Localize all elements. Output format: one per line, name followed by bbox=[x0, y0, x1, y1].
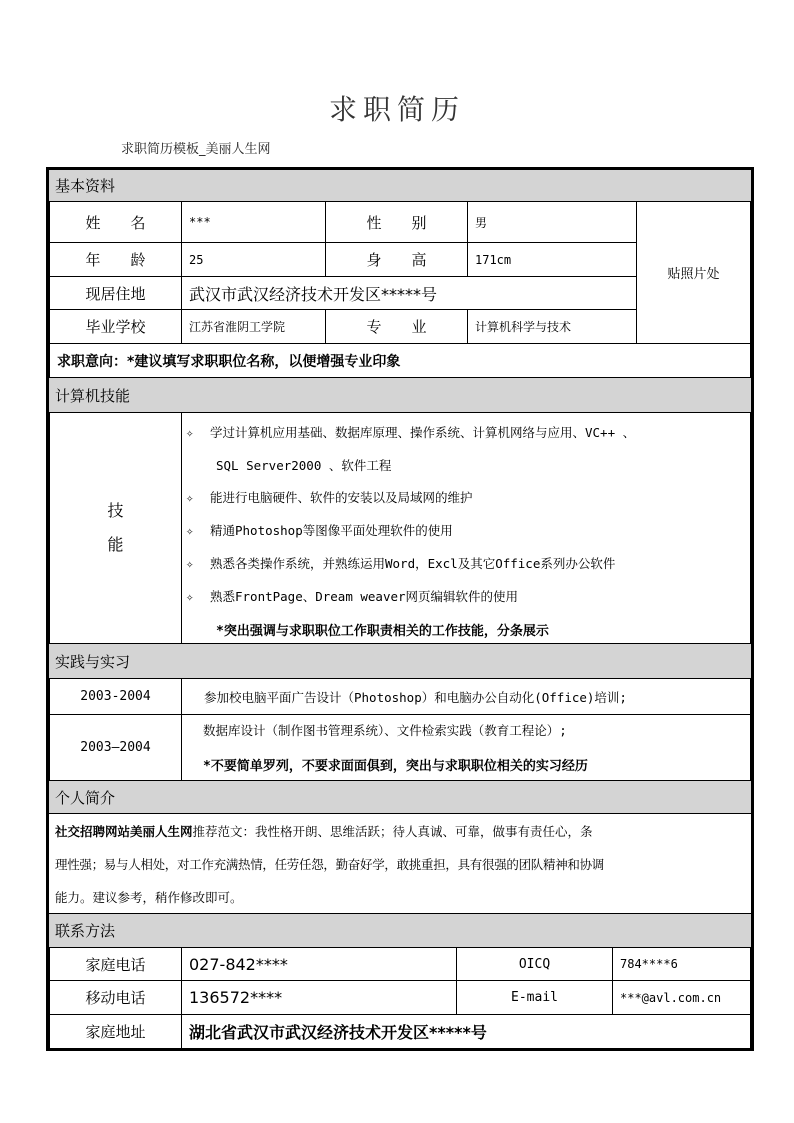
job-objective: 求职意向：*建议填写求职职位名称，以便增强专业印象 bbox=[49, 343, 751, 378]
page-title: 求职简历 bbox=[328, 93, 465, 126]
school-value: 江苏省淮阴工学院 bbox=[181, 309, 326, 344]
skill-item: ✧ 学过计算机应用基础、数据库原理、操作系统、计算机网络与应用、VC++ 、 bbox=[186, 425, 636, 440]
oicq-label: OICQ bbox=[456, 947, 613, 981]
section-practice: 实践与实习 bbox=[49, 643, 751, 679]
oicq-value: 784****6 bbox=[612, 947, 751, 981]
intro-line-2: 理性强；易与人相处，对工作充满热情，任劳任怨，勤奋好学，敢挑重担，具有很强的团队精神和协调 bbox=[55, 857, 605, 872]
skill-item: ✧ 熟悉FrontPage、Dream weaver网页编辑软件的使用 bbox=[186, 589, 519, 604]
skills-label-char-2: 能 bbox=[107, 535, 124, 554]
home-address-value: 湖北省武汉市武汉经济技术开发区*****号 bbox=[181, 1014, 751, 1049]
age-value: 25 bbox=[181, 242, 326, 277]
major-value: 计算机科学与技术 bbox=[467, 309, 637, 344]
address-value: 武汉市武汉经济技术开发区*****号 bbox=[181, 276, 637, 310]
diamond-bullet-icon: ✧ bbox=[186, 490, 194, 505]
home-phone-value: 027-842**** bbox=[181, 947, 457, 981]
intro-line-1: 社交招聘网站美丽人生网推荐范文：我性格开朗、思维活跃；待人真诚、可靠，做事有责任心，条 bbox=[55, 824, 593, 839]
section-intro: 个人简介 bbox=[49, 780, 751, 814]
practice-text: 数据库设计（制作图书管理系统）、文件检索实践（教育工程论）; bbox=[203, 723, 567, 738]
name-label: 姓 名 bbox=[49, 201, 182, 243]
diamond-bullet-icon: ✧ bbox=[186, 589, 194, 604]
skill-item: ✧ 能进行电脑硬件、软件的安装以及局域网的维护 bbox=[186, 490, 473, 505]
skills-note: *突出强调与求职职位工作职责相关的工作技能，分条展示 bbox=[216, 624, 549, 639]
major-label: 专 业 bbox=[325, 309, 468, 344]
home-phone-label: 家庭电话 bbox=[49, 947, 182, 981]
email-value: ***@avl.com.cn bbox=[612, 980, 751, 1015]
gender-label: 性 别 bbox=[325, 201, 468, 243]
skill-item-continued: SQL Server2000 、软件工程 bbox=[216, 458, 392, 473]
section-basic: 基本资料 bbox=[49, 169, 751, 202]
skill-item: ✧ 精通Photoshop等图像平面处理软件的使用 bbox=[186, 523, 453, 538]
skill-item: ✧ 熟悉各类操作系统，并熟练运用Word，Excl及其它Office系列办公软件 bbox=[186, 556, 616, 571]
section-contact: 联系方法 bbox=[49, 913, 751, 948]
height-label: 身 高 bbox=[325, 242, 468, 277]
age-label: 年 龄 bbox=[49, 242, 182, 277]
photo-placeholder: 贴照片处 bbox=[636, 201, 751, 344]
gender-value: 男 bbox=[467, 201, 637, 243]
practice-period: 2003-2004 bbox=[49, 678, 182, 715]
height-value: 171cm bbox=[467, 242, 637, 277]
diamond-bullet-icon: ✧ bbox=[186, 523, 194, 538]
address-label: 现居住地 bbox=[49, 276, 182, 310]
intro-line-3: 能力。建议参考，稍作修改即可。 bbox=[55, 890, 243, 905]
section-skills: 计算机技能 bbox=[49, 377, 751, 413]
school-label: 毕业学校 bbox=[49, 309, 182, 344]
subtitle: 求职简历模板_美丽人生网 bbox=[121, 142, 271, 157]
practice-note: *不要简单罗列，不要求面面俱到，突出与求职职位相关的实习经历 bbox=[203, 759, 588, 774]
skills-label-char-1: 技 bbox=[107, 501, 124, 520]
skills-label bbox=[49, 412, 182, 644]
practice-text: 参加校电脑平面广告设计（Photoshop）和电脑办公自动化(Office)培训; bbox=[181, 678, 751, 715]
name-value: *** bbox=[181, 201, 326, 243]
mobile-value: 136572**** bbox=[181, 980, 457, 1015]
mobile-label: 移动电话 bbox=[49, 980, 182, 1015]
diamond-bullet-icon: ✧ bbox=[186, 556, 194, 571]
email-label: E-mail bbox=[456, 980, 613, 1015]
diamond-bullet-icon: ✧ bbox=[186, 425, 194, 440]
home-address-label: 家庭地址 bbox=[49, 1014, 182, 1049]
practice-period: 2003—2004 bbox=[49, 714, 182, 781]
